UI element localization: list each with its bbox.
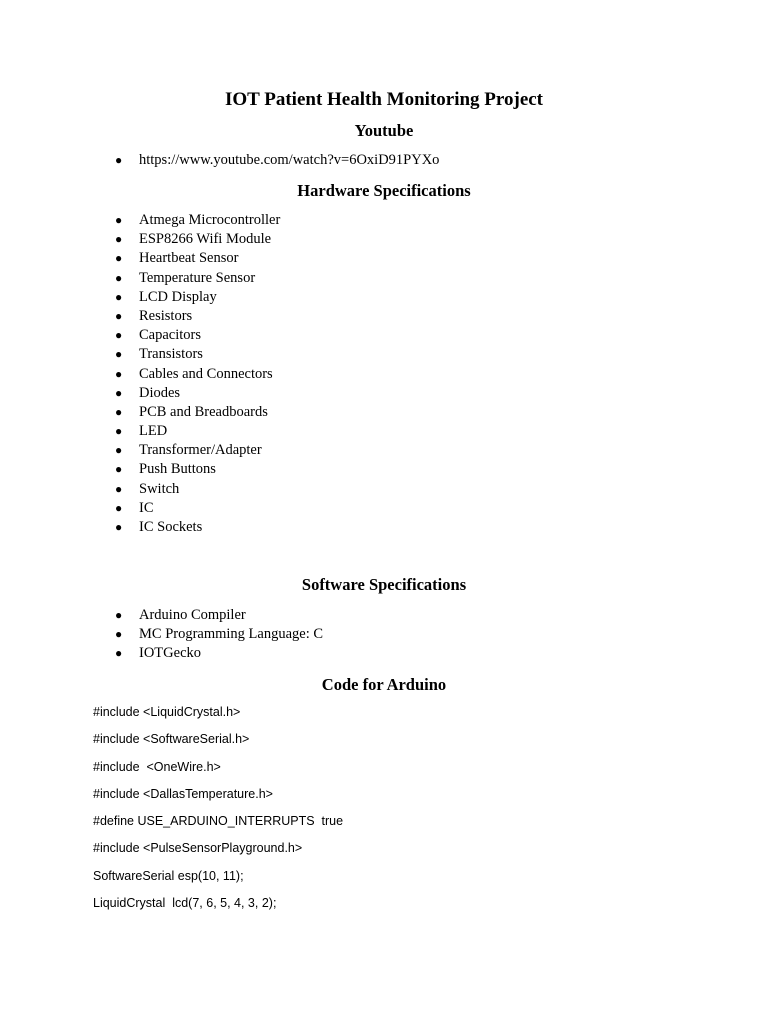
list-item: ● Heartbeat Sensor bbox=[0, 249, 280, 268]
list-item: ● Transistors bbox=[0, 345, 280, 364]
bullet-icon: ● bbox=[115, 347, 123, 362]
list-item: ● Push Buttons bbox=[0, 460, 280, 479]
list-item: ● IC bbox=[0, 499, 280, 518]
code-line: #include <PulseSensorPlayground.h> bbox=[93, 841, 303, 856]
code-line: SoftwareSerial esp(10, 11); bbox=[93, 868, 244, 883]
software-list bbox=[0, 606, 323, 664]
list-item[interactable] bbox=[0, 151, 439, 170]
page-title: IOT Patient Health Monitoring Project bbox=[224, 89, 544, 110]
code-line: #include <DallasTemperature.h> bbox=[93, 786, 273, 801]
bullet-icon: ● bbox=[115, 153, 123, 167]
bullet-icon: ● bbox=[115, 213, 123, 227]
bullet-icon: ● bbox=[115, 308, 123, 323]
bullet-icon: ● bbox=[115, 232, 123, 247]
bullet-icon: ● bbox=[115, 404, 123, 419]
youtube-link[interactable]: https://www.youtube.com/watch?v=6OxiD91PYXo bbox=[139, 152, 440, 168]
list-item: ● LCD Display bbox=[0, 288, 280, 307]
youtube-list bbox=[0, 151, 439, 170]
list-item: ● Switch bbox=[0, 480, 280, 499]
bullet-icon: ● bbox=[115, 627, 123, 642]
bullet-icon: ● bbox=[115, 385, 123, 400]
bullet-icon: ● bbox=[115, 646, 123, 661]
list-item: ● IC Sockets bbox=[0, 518, 280, 537]
code-block bbox=[93, 699, 343, 917]
list-item: ● Atmega Microcontroller bbox=[0, 211, 280, 230]
list-item: ● Capacitors bbox=[0, 326, 280, 345]
bullet-icon: ● bbox=[115, 424, 123, 439]
hardware-list bbox=[0, 211, 280, 537]
bullet-icon: ● bbox=[115, 443, 123, 458]
code-line: #include <OneWire.h> bbox=[93, 759, 221, 774]
bullet-icon: ● bbox=[115, 500, 123, 515]
section-heading-hardware: Hardware Specifications bbox=[297, 181, 471, 200]
list-item: ● LED bbox=[0, 422, 280, 441]
code-line: #define USE_ARDUINO_INTERRUPTS true bbox=[93, 814, 344, 829]
bullet-icon: ● bbox=[115, 481, 123, 496]
list-item: ● MC Programming Language: C bbox=[0, 625, 323, 644]
list-item: ● ESP8266 Wifi Module bbox=[0, 230, 280, 249]
bullet-icon: ● bbox=[115, 366, 123, 381]
section-heading-youtube: Youtube bbox=[354, 121, 414, 140]
code-line: #include <SoftwareSerial.h> bbox=[93, 732, 250, 747]
bullet-icon: ● bbox=[115, 462, 123, 477]
bullet-icon: ● bbox=[115, 251, 123, 266]
code-line: #include <LiquidCrystal.h> bbox=[93, 705, 241, 719]
list-item: ● Diodes bbox=[0, 384, 280, 403]
bullet-icon: ● bbox=[115, 289, 123, 304]
code-line: LiquidCrystal lcd(7, 6, 5, 4, 3, 2); bbox=[93, 896, 277, 911]
list-item: ● Arduino Compiler bbox=[0, 606, 323, 625]
list-item: ● Transformer/Adapter bbox=[0, 441, 280, 460]
section-heading-code: Code for Arduino bbox=[321, 675, 447, 694]
list-item: ● IOTGecko bbox=[0, 644, 323, 663]
bullet-icon: ● bbox=[115, 608, 123, 622]
bullet-icon: ● bbox=[115, 270, 123, 285]
bullet-icon: ● bbox=[115, 328, 123, 343]
list-item: ● PCB and Breadboards bbox=[0, 403, 280, 422]
list-item: ● Cables and Connectors bbox=[0, 365, 280, 384]
section-heading-software: Software Specifications bbox=[301, 575, 467, 594]
bullet-icon: ● bbox=[115, 520, 123, 534]
list-item: ● Resistors bbox=[0, 307, 280, 326]
list-item: ● Temperature Sensor bbox=[0, 269, 280, 288]
